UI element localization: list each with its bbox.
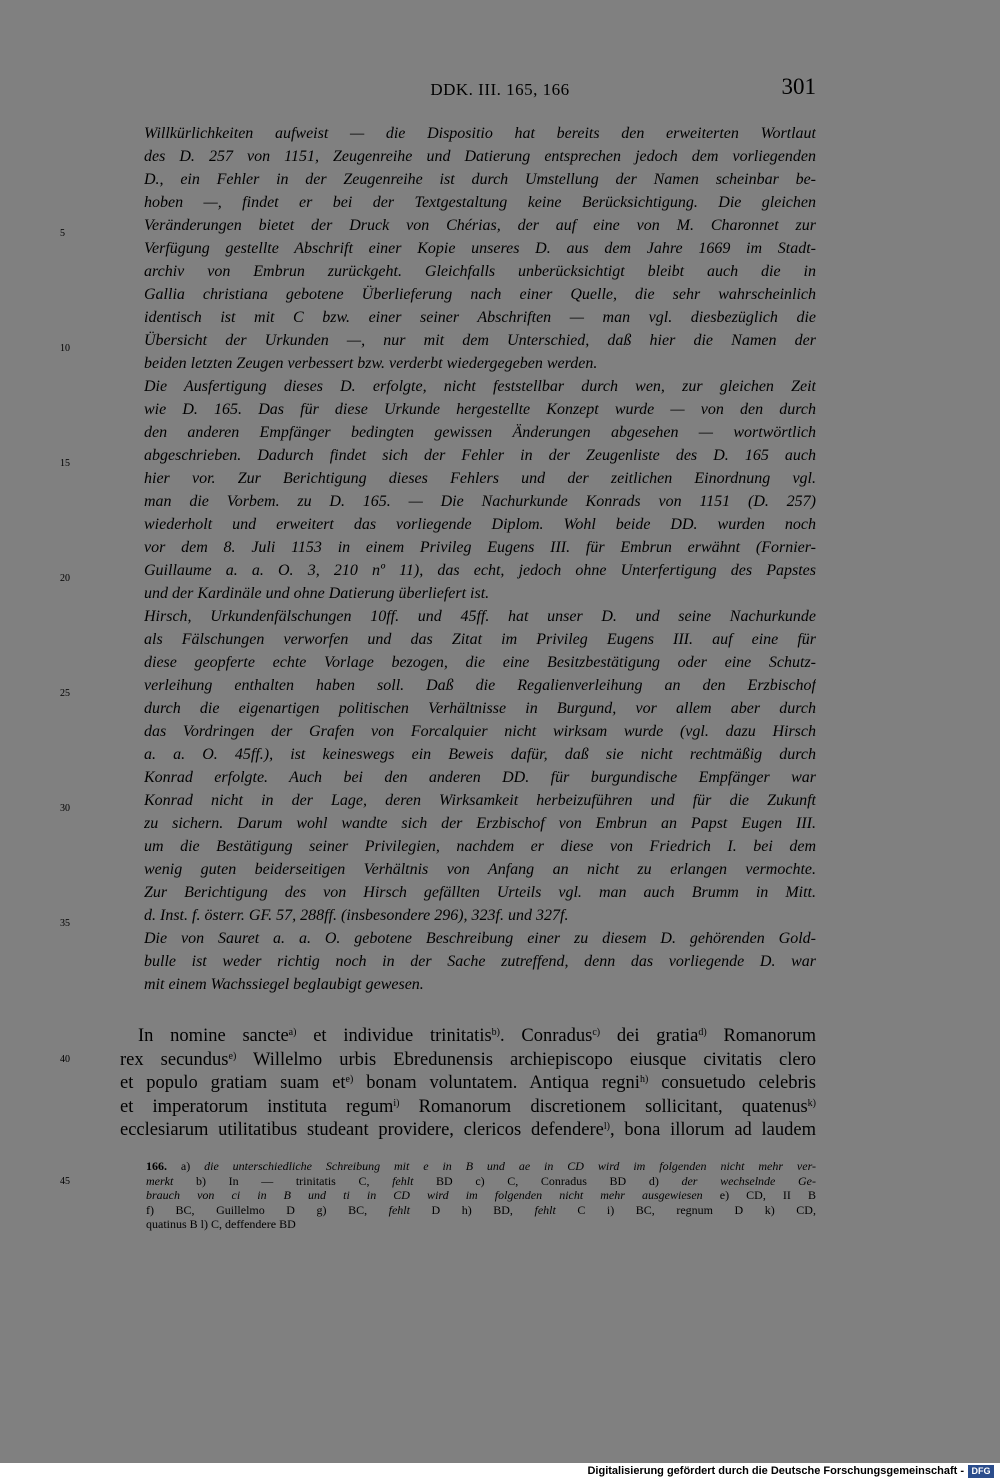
footnote-line: 166. a) die unterschiedliche Schreibung mit e in B und ae in CD wird im folgenden nicht mehr ver- (146, 1159, 816, 1173)
line-number: 45 (60, 1176, 70, 1187)
commentary-block (144, 122, 816, 996)
commentary-line: Verfügung gestellte Abschrift einer Kopie unseres D. aus dem Jahre 1669 im Stadt- (144, 240, 816, 257)
commentary-line: hier vor. Zur Berichtigung dieses Fehlers und der zeitlichen Einordnung vgl. (144, 470, 816, 487)
commentary-line: Veränderungen bietet der Druck von Chérias, der auf eine von M. Charonnet zur (144, 217, 816, 234)
footnote-line: quatinus B l) C, deffendere BD (146, 1217, 296, 1231)
commentary-line: des D. 257 von 1151, Zeugenreihe und Datierung entsprechen jedoch dem vorliegenden (144, 148, 816, 165)
charter-line: ecclesiarum utilitatibus studeant providere, clericos defendere$^{l)}$, bona illorum ad laudem (120, 1120, 816, 1140)
commentary-line: wenig guten beiderseitigen Verhältnis von Anfang an nicht zu erlangen vermochte. (144, 861, 816, 878)
charter-text (120, 1025, 816, 1143)
charter-line: rex secundus$^{e)}$ Willelmo urbis Ebredunensis archiepiscopo eiusque civitatis clero (120, 1049, 816, 1070)
commentary-line: identisch ist mit C bzw. einer seiner Abschriften — man vgl. diesbezüglich die (144, 309, 816, 326)
commentary-line: um die Bestätigung seiner Privilegien, nachdem er diese von Friedrich I. bei dem (144, 838, 816, 855)
commentary-line: verleihung enthalten haben soll. Daß die Regalienverleihung an den Erzbischof (144, 677, 816, 694)
commentary-line: Konrad erfolgte. Auch bei den anderen DD. für burgundische Empfänger war (144, 769, 816, 786)
commentary-line: wie D. 165. Das für diese Urkunde hergestellte Konzept wurde — von den durch (144, 401, 816, 418)
commentary-line: hoben —, findet er bei der Textgestaltung keine Berücksichtigung. Die gleichen (144, 194, 816, 211)
line-number: 40 (60, 1054, 70, 1065)
commentary-line: bulle ist weder richtig noch in der Sache zutreffend, denn das vorliegende D. war (144, 953, 816, 970)
commentary-line: Zur Berichtigung des von Hirsch gefällten Urteils vgl. man auch Brumm in Mitt. (144, 884, 816, 901)
commentary-line: man die Vorbem. zu D. 165. — Die Nachurkunde Konrads von 1151 (D. 257) (144, 493, 816, 510)
commentary-line: als Fälschungen verworfen und das Zitat im Privileg Eugens III. auf eine für (144, 631, 816, 648)
commentary-line: vor dem 8. Juli 1153 in einem Privileg Eugens III. für Embrun erwähnt (Fornier- (144, 539, 816, 556)
line-number: 10 (60, 343, 70, 354)
commentary-line: Die Ausfertigung dieses D. erfolgte, nicht feststellbar durch wen, zur gleichen Zeit (144, 378, 816, 395)
commentary-line: wiederholt und erweitert das vorliegende Diplom. Wohl beide DD. wurden noch (144, 516, 816, 533)
footnotes (146, 1159, 816, 1232)
commentary-line: zu sichern. Darum wohl wandte sich der Erzbischof von Embrun an Papst Eugen III. (144, 815, 816, 832)
charter-line: et populo gratiam suam $et^{e)}$ bonam voluntatem. Antiqua regni$^{h)}$ consuetudo celebris (120, 1073, 816, 1093)
line-number: 35 (60, 918, 70, 929)
commentary-line: Gallia christiana gebotene Überlieferung nach einer Quelle, die sehr wahrscheinlich (144, 286, 816, 303)
commentary-line: d. Inst. f. österr. GF. 57, 288ff. (insbesondere 296), 323f. und 327f. (144, 907, 569, 924)
commentary-line: abgeschrieben. Dadurch findet sich der Fehler in der Zeugenliste des D. 165 auch (144, 447, 816, 464)
charter-line: et imperatorum instituta regum$^{i)}$ Romanorum discretionem sollicitant, quatenus$^{k)}$ (120, 1096, 816, 1117)
footnote-line: f) BC, Guillelmo D g) BC, fehlt D h) BD, fehlt C i) BC, regnum D k) CD, (146, 1202, 816, 1217)
commentary-line: und der Kardinäle und ohne Datierung überliefert ist. (144, 585, 490, 602)
dfg-logo-icon: DFG (968, 1465, 994, 1478)
commentary-line: Willkürlichkeiten aufweist — die Dispositio hat bereits den erweiterten Wortlaut (144, 125, 816, 142)
commentary-line: das Vordringen der Grafen von Forcalquier nicht wirksam wurde (vgl. dazu Hirsch (144, 723, 816, 740)
page-number: 301 (781, 74, 816, 99)
commentary-line: Konrad nicht in der Lage, deren Wirksamkeit herbeizuführen und für die Zukunft (144, 792, 816, 809)
commentary-line: Die von Sauret a. a. O. gebotene Beschreibung einer zu diesem D. gehörenden Gold- (144, 930, 816, 947)
commentary-line: Hirsch, Urkundenfälschungen 10ff. und 45ff. hat unser D. und seine Nachurkunde (144, 608, 816, 625)
commentary-line: D., ein Fehler in der Zeugenreihe ist durch Umstellung der Namen scheinbar be- (144, 171, 816, 188)
commentary-line: den anderen Empfänger bedingten gewissen Änderungen abgesehen — wortwörtlich (144, 424, 816, 441)
line-number: 15 (60, 458, 70, 469)
line-number: 30 (60, 803, 70, 814)
commentary-line: a. a. O. 45ff.), ist keineswegs ein Beweis dafür, daß sie nicht rechtmäßig durch (144, 746, 816, 763)
line-number: 20 (60, 573, 70, 584)
running-header: DDK. III. 165, 166 (430, 80, 570, 99)
commentary-line: durch die eigenartigen politischen Verhältnisse in Burgund, vor allem aber durch (144, 700, 816, 717)
footnote-line: brauch von ci in B und ti in CD wird im folgenden nicht mehr ausgewiesen e) CD, II B (146, 1188, 816, 1202)
line-number: 5 (60, 228, 65, 239)
commentary-line: Guillaume a. a. O. 3, 210 nº 11), das echt, jedoch ohne Unterfertigung des Papstes (144, 562, 816, 579)
commentary-line: beiden letzten Zeugen verbessert bzw. verderbt wiedergegeben werden. (144, 355, 598, 372)
footer-credit: Digitalisierung gefördert durch die Deutsche Forschungsgemeinschaft - (587, 1465, 964, 1477)
footnote-line: merkt b) In — trinitatis C, fehlt BD c) C, Conradus BD d) der wechselnde Ge- (146, 1173, 816, 1188)
commentary-line: archiv von Embrun zurückgeht. Gleichfalls unberücksichtigt bleibt auch die in (144, 263, 816, 280)
commentary-line: diese geopferte echte Vorlage bezogen, die eine Besitzbestätigung oder eine Schutz- (144, 654, 816, 671)
line-number: 25 (60, 688, 70, 699)
commentary-line: Übersicht der Urkunden —, nur mit dem Unterschied, daß hier die Namen der (144, 332, 816, 349)
commentary-line: mit einem Wachssiegel beglaubigt gewesen. (144, 976, 424, 993)
charter-line: In nomine sancte$^{a)}$ et individue trinitatis$^{b)}$. Conradus$^{c)}$ dei gratia$^{d)}$ Romanorum (138, 1026, 816, 1046)
